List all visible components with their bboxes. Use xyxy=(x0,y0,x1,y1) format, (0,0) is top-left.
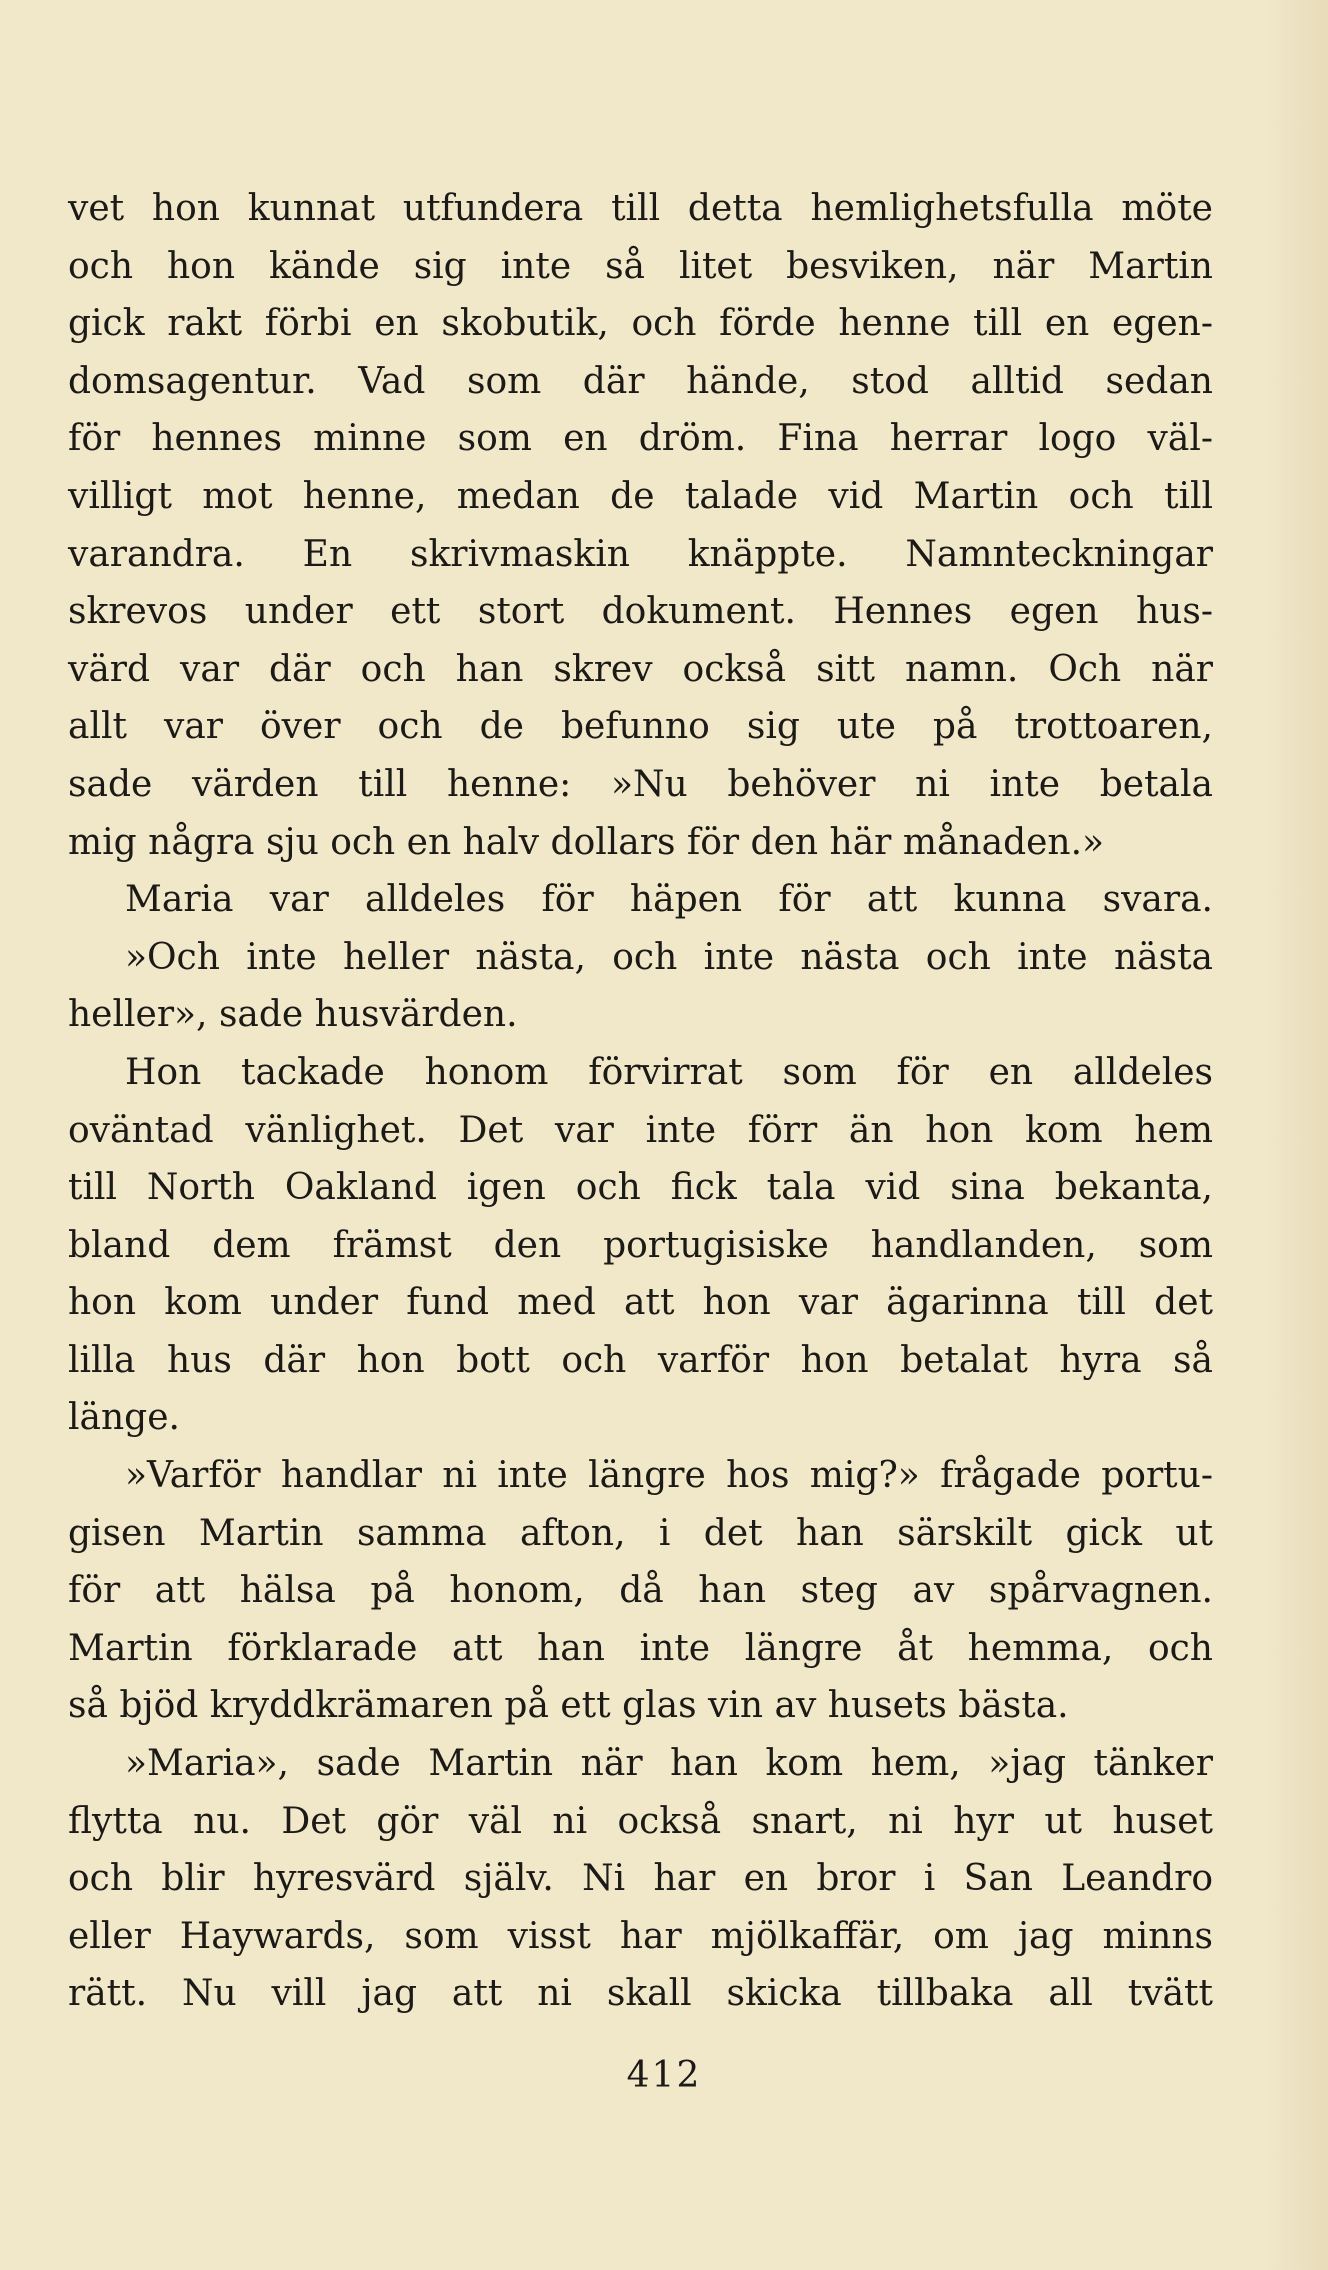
text-line: domsagentur. Vad som där hände, stod alltid sedan xyxy=(68,360,1213,402)
text-line: mig några sju och en halv dollars för den här månaden.» xyxy=(68,821,1105,863)
text-line: flytta nu. Det gör väl ni också snart, ni hyr ut huset xyxy=(68,1800,1213,1842)
page-number: 412 xyxy=(626,2055,702,2096)
text-line: Hon tackade honom förvirrat som för en alldeles xyxy=(125,1051,1213,1093)
text-line: bland dem främst den portugisiske handlanden, som xyxy=(68,1224,1213,1266)
text-line: hon kom under fund med att hon var ägarinna till det xyxy=(68,1282,1213,1324)
text-line: oväntad vänlighet. Det var inte förr än hon kom hem xyxy=(68,1109,1213,1151)
text-line: rätt. Nu vill jag att ni skall skicka tillbaka all tvätt xyxy=(68,1973,1213,2015)
text-line: för hennes minne som en dröm. Fina herrar logo väl- xyxy=(68,418,1213,460)
text-line: gick rakt förbi en skobutik, och förde henne till en egen- xyxy=(68,303,1213,345)
text-line: »Och inte heller nästa, och inte nästa och inte nästa xyxy=(125,936,1213,978)
text-line: eller Haywards, som visst har mjölkaffär, om jag minns xyxy=(68,1915,1213,1957)
page-edge-shading xyxy=(1268,0,1328,2270)
text-line: »Varför handlar ni inte längre hos mig?» frågade portu- xyxy=(125,1455,1213,1497)
text-line: länge. xyxy=(68,1397,180,1439)
text-line: värd var där och han skrev också sitt namn. Och när xyxy=(68,648,1213,690)
text-line: och blir hyresvärd själv. Ni har en bror i San Leandro xyxy=(68,1858,1213,1900)
text-line: lilla hus där hon bott och varför hon betalat hyra så xyxy=(68,1339,1213,1381)
text-line: Martin förklarade att han inte längre åt hemma, och xyxy=(68,1627,1213,1669)
text-line: sade värden till henne: »Nu behöver ni inte betala xyxy=(68,763,1213,805)
text-line: så bjöd kryddkrämaren på ett glas vin av husets bästa. xyxy=(68,1685,1069,1727)
text-line: heller», sade husvärden. xyxy=(68,994,518,1036)
body-text xyxy=(68,180,1213,2023)
text-line: villigt mot henne, medan de talade vid Martin och till xyxy=(68,475,1213,517)
text-line: för att hälsa på honom, då han steg av spårvagnen. xyxy=(68,1570,1213,1612)
text-line: varandra. En skrivmaskin knäppte. Namnteckningar xyxy=(68,533,1213,575)
text-line: allt var över och de befunno sig ute på trottoaren, xyxy=(68,706,1213,748)
text-line: Maria var alldeles för häpen för att kunna svara. xyxy=(125,879,1213,921)
text-line: till North Oakland igen och fick tala vid sina bekanta, xyxy=(68,1167,1213,1209)
text-line: gisen Martin samma afton, i det han särskilt gick ut xyxy=(68,1512,1213,1554)
text-line: skrevos under ett stort dokument. Hennes egen hus- xyxy=(68,591,1213,633)
text-line: vet hon kunnat utfundera till detta hemlighetsfulla möte xyxy=(68,188,1213,229)
text-line: och hon kände sig inte så litet besviken, när Martin xyxy=(68,245,1213,287)
text-line: »Maria», sade Martin när han kom hem, »jag tänker xyxy=(125,1743,1213,1785)
